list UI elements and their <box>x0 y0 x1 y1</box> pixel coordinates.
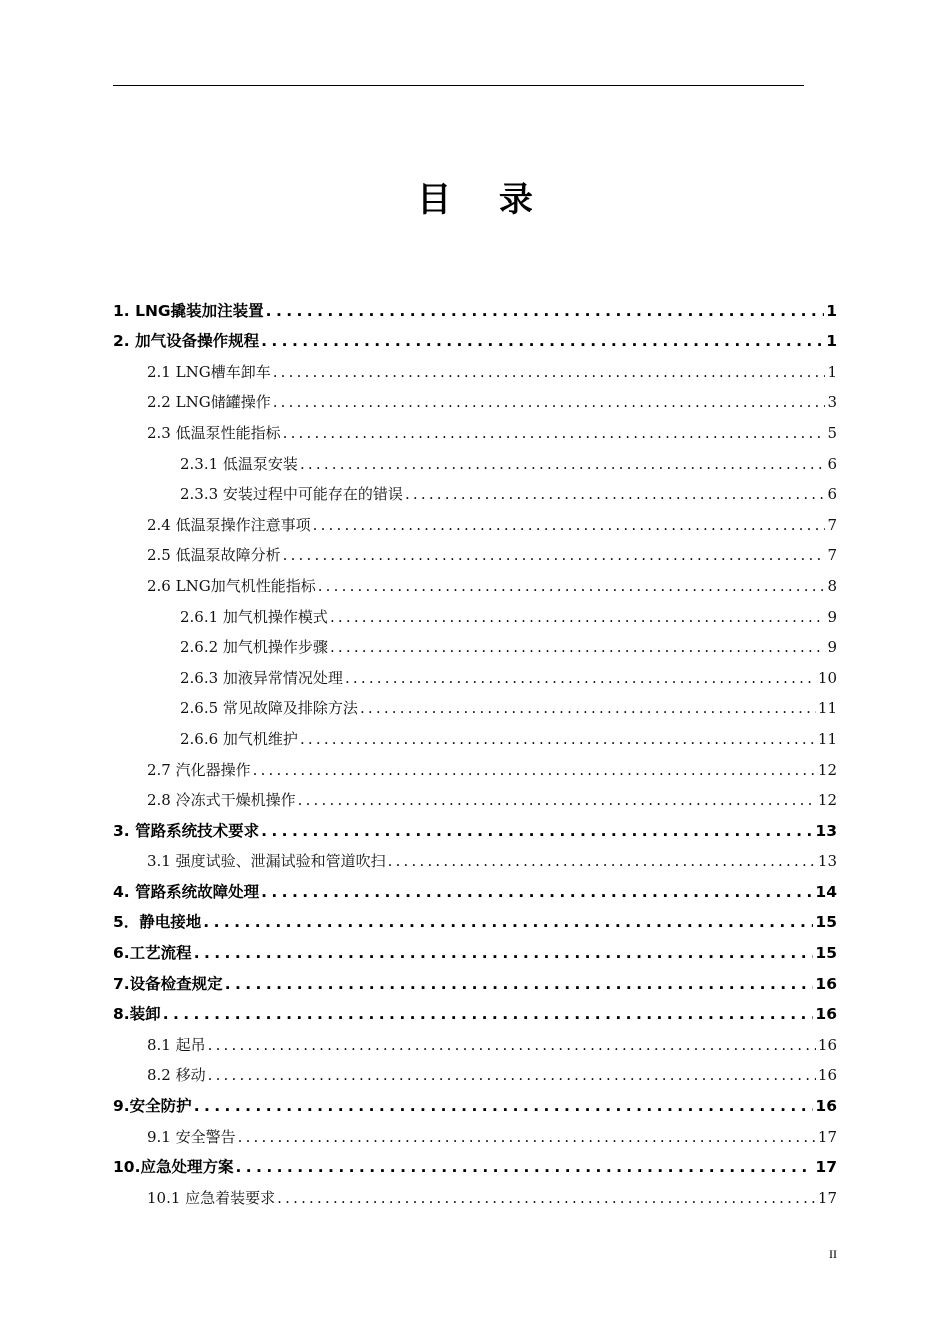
toc-entry-label: 2.5 低温泵故障分析 <box>147 546 281 565</box>
toc-dot-leader <box>163 1004 814 1024</box>
toc-entry-label: 2.6.2 加气机操作步骤 <box>180 638 328 657</box>
toc-entry-label: 10.1 应急着装要求 <box>147 1188 276 1207</box>
toc-entry-label: 2.3 低温泵性能指标 <box>147 423 281 442</box>
toc-dot-leader <box>298 790 816 810</box>
toc-entry[interactable] <box>113 351 837 382</box>
toc-dot-leader <box>261 331 824 351</box>
toc-entry-page: 1 <box>826 332 837 351</box>
toc-entry-page: 15 <box>815 913 837 932</box>
toc-entry[interactable] <box>113 504 837 535</box>
toc-entry-page: 9 <box>827 638 837 657</box>
toc-entry-page: 3 <box>827 393 837 412</box>
toc-entry-label: 2.6 LNG加气机性能指标 <box>147 576 316 595</box>
toc-dot-leader <box>208 1065 816 1085</box>
toc-dot-leader <box>225 974 814 994</box>
toc-entry-page: 7 <box>827 546 837 565</box>
toc-dot-leader <box>266 301 825 321</box>
toc-entry[interactable] <box>113 382 837 413</box>
toc-dot-leader <box>203 912 813 932</box>
toc-dot-leader <box>405 484 826 504</box>
toc-entry-page: 5 <box>827 423 837 442</box>
toc-entry-label: 3. 管路系统技术要求 <box>113 821 260 840</box>
toc-entry-page: 16 <box>815 974 837 993</box>
toc-dot-leader <box>330 607 826 627</box>
toc-dot-leader <box>283 545 826 565</box>
page-number: II <box>829 1247 837 1261</box>
toc-entry-label: 8.1 起吊 <box>147 1035 206 1054</box>
toc-entry-label: 2.6.3 加液异常情况处理 <box>180 668 343 687</box>
toc-entry-label: 5．静电接地 <box>113 913 202 932</box>
toc-entry-page: 16 <box>817 1066 837 1085</box>
toc-entry[interactable] <box>113 443 837 474</box>
table-of-contents <box>113 290 837 1208</box>
toc-entry-page: 9 <box>827 607 837 626</box>
toc-entry-page: 17 <box>817 1188 837 1207</box>
toc-entry[interactable] <box>113 627 837 658</box>
toc-entry-page: 17 <box>817 1127 837 1146</box>
toc-entry-page: 14 <box>815 882 837 901</box>
toc-entry[interactable] <box>113 994 837 1025</box>
toc-entry-label: 2.7 汽化器操作 <box>147 760 251 779</box>
toc-dot-leader <box>194 1096 814 1116</box>
toc-entry-label: 2. 加气设备操作规程 <box>113 332 260 351</box>
toc-entry[interactable] <box>113 596 837 627</box>
toc-entry-page: 7 <box>827 515 837 534</box>
toc-entry-label: 2.6.6 加气机维护 <box>180 729 298 748</box>
toc-dot-leader <box>318 576 826 596</box>
toc-entry[interactable] <box>113 749 837 780</box>
toc-dot-leader <box>345 668 816 688</box>
toc-entry[interactable] <box>113 963 837 994</box>
toc-dot-leader <box>208 1035 816 1055</box>
toc-entry[interactable] <box>113 1116 837 1147</box>
toc-dot-leader <box>300 729 816 749</box>
toc-entry[interactable] <box>113 810 837 841</box>
header-rule <box>113 85 804 86</box>
toc-dot-leader <box>253 760 816 780</box>
toc-entry-page: 11 <box>817 729 837 748</box>
toc-entry[interactable] <box>113 780 837 811</box>
toc-entry[interactable] <box>113 1177 837 1208</box>
toc-entry[interactable] <box>113 688 837 719</box>
toc-entry-page: 6 <box>827 485 837 504</box>
toc-dot-leader <box>300 454 826 474</box>
toc-entry-page: 10 <box>817 668 837 687</box>
toc-dot-leader <box>283 423 826 443</box>
toc-entry-page: 13 <box>815 821 837 840</box>
toc-entry[interactable] <box>113 565 837 596</box>
toc-dot-leader <box>277 1188 816 1208</box>
toc-entry-label: 2.3.1 低温泵安装 <box>180 454 298 473</box>
toc-entry-label: 8.装卸 <box>113 1005 161 1024</box>
toc-entry-label: 1. LNG撬装加注装置 <box>113 301 264 320</box>
toc-entry-label: 2.4 低温泵操作注意事项 <box>147 515 311 534</box>
toc-entry-label: 2.1 LNG槽车卸车 <box>147 362 271 381</box>
toc-dot-leader <box>273 362 826 382</box>
toc-entry-page: 12 <box>817 791 837 810</box>
toc-dot-leader <box>261 882 813 902</box>
toc-entry-page: 11 <box>817 699 837 718</box>
toc-entry-page: 12 <box>817 760 837 779</box>
toc-entry-page: 1 <box>827 362 837 381</box>
toc-dot-leader <box>330 637 826 657</box>
toc-entry-page: 8 <box>827 576 837 595</box>
toc-entry-label: 3.1 强度试验、泄漏试验和管道吹扫 <box>147 852 386 871</box>
toc-entry-label: 9.1 安全警告 <box>147 1127 236 1146</box>
toc-entry-label: 4. 管路系统故障处理 <box>113 882 260 901</box>
toc-entry-page: 6 <box>827 454 837 473</box>
toc-entry-label: 8.2 移动 <box>147 1066 206 1085</box>
toc-entry-page: 16 <box>815 1097 837 1116</box>
toc-dot-leader <box>313 515 826 535</box>
toc-title: 目 录 <box>417 180 551 220</box>
toc-entry[interactable] <box>113 841 837 872</box>
toc-entry-label: 2.2 LNG储罐操作 <box>147 393 271 412</box>
toc-entry[interactable] <box>113 902 837 933</box>
toc-entry-page: 1 <box>826 301 837 320</box>
toc-entry[interactable] <box>113 657 837 688</box>
toc-entry[interactable] <box>113 1085 837 1116</box>
toc-entry[interactable] <box>113 474 837 505</box>
toc-entry-page: 17 <box>815 1158 837 1177</box>
toc-entry[interactable] <box>113 718 837 749</box>
toc-entry-label: 7.设备检查规定 <box>113 974 223 993</box>
toc-dot-leader <box>194 943 814 963</box>
toc-entry[interactable] <box>113 412 837 443</box>
toc-entry-label: 10.应急处理方案 <box>113 1158 234 1177</box>
toc-entry[interactable] <box>113 535 837 566</box>
toc-entry[interactable] <box>113 1147 837 1178</box>
toc-entry-page: 16 <box>817 1035 837 1054</box>
toc-entry-label: 2.6.1 加气机操作模式 <box>180 607 328 626</box>
toc-entry-label: 9.安全防护 <box>113 1097 192 1116</box>
toc-entry-label: 2.8 冷冻式干燥机操作 <box>147 791 296 810</box>
toc-dot-leader <box>261 821 813 841</box>
toc-entry[interactable] <box>113 1024 837 1055</box>
toc-dot-leader <box>388 851 816 871</box>
toc-dot-leader <box>273 392 826 412</box>
toc-dot-leader <box>238 1127 816 1147</box>
toc-entry-label: 2.6.5 常见故障及排除方法 <box>180 699 358 718</box>
toc-entry[interactable] <box>113 932 837 963</box>
toc-entry-label: 6.工艺流程 <box>113 944 192 963</box>
toc-entry[interactable] <box>113 290 837 321</box>
toc-dot-leader <box>235 1157 813 1177</box>
toc-entry-label: 2.3.3 安装过程中可能存在的错误 <box>180 485 403 504</box>
toc-entry[interactable] <box>113 871 837 902</box>
toc-entry[interactable] <box>113 321 837 352</box>
toc-entry[interactable] <box>113 1055 837 1086</box>
toc-entry-page: 13 <box>817 852 837 871</box>
toc-entry-page: 16 <box>815 1005 837 1024</box>
toc-dot-leader <box>360 698 816 718</box>
toc-entry-page: 15 <box>815 944 837 963</box>
